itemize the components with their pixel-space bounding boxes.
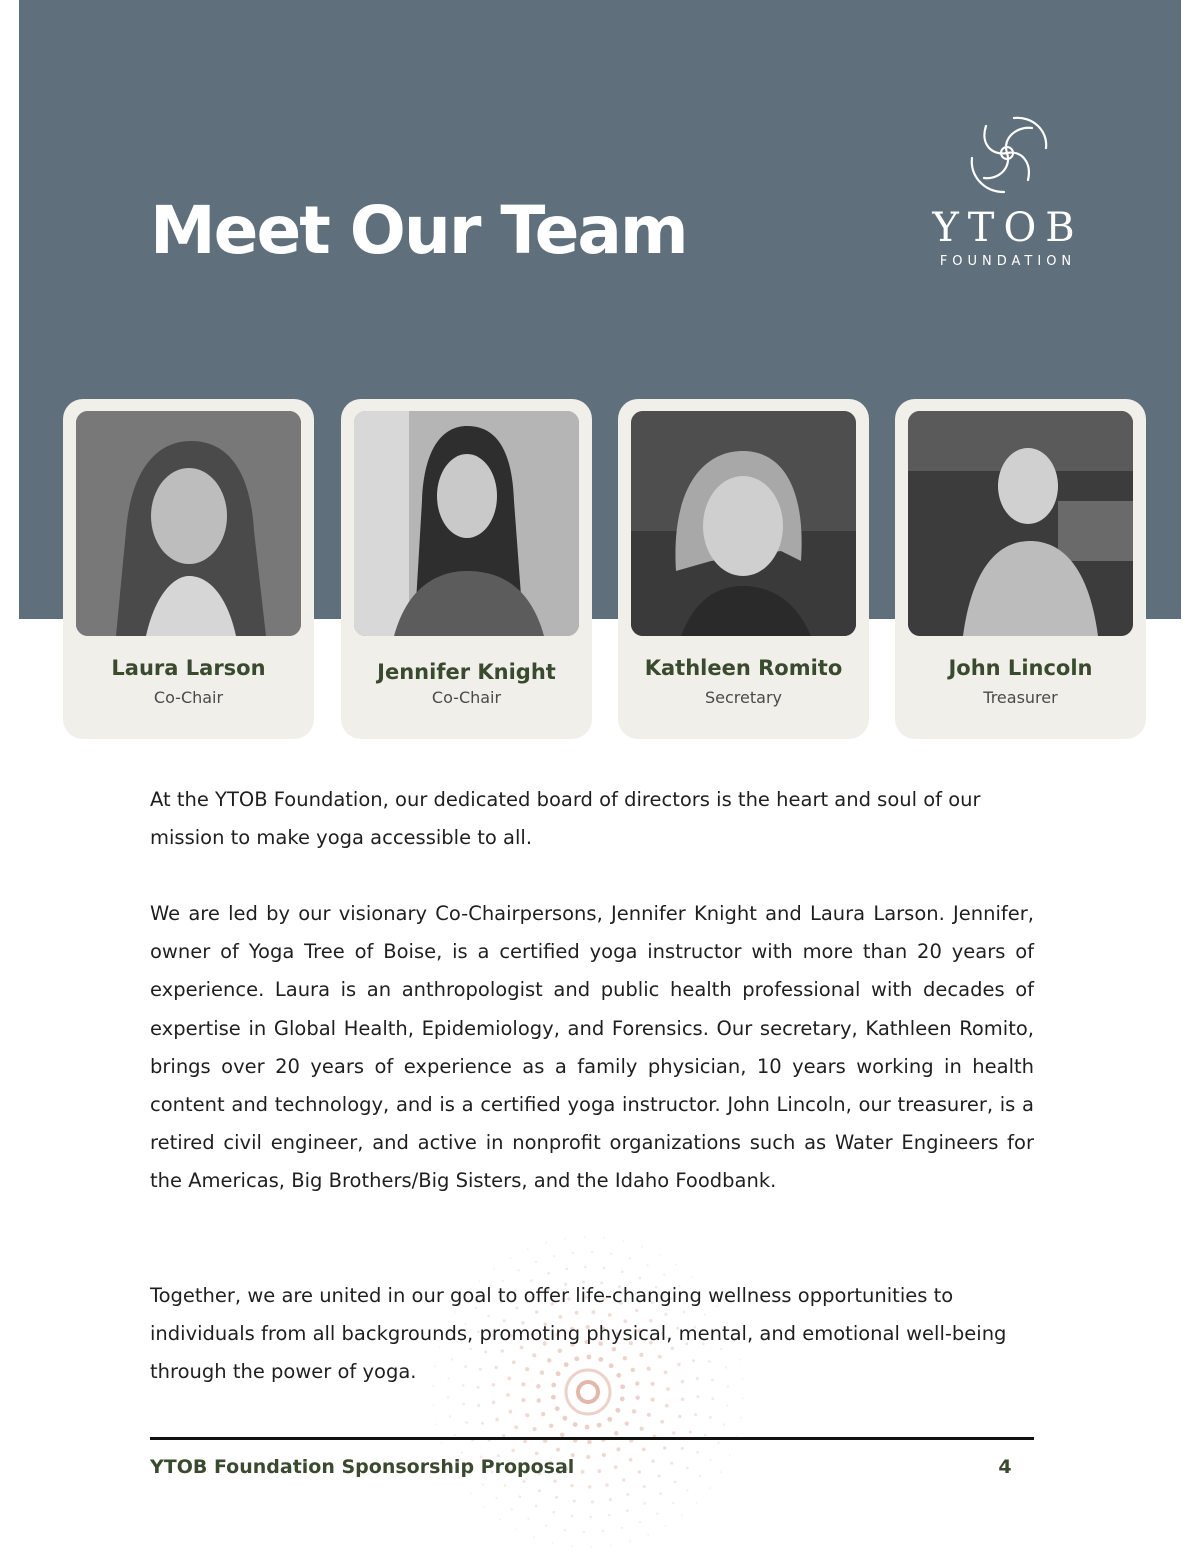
member-name: John Lincoln (948, 656, 1093, 680)
intro-paragraph: At the YTOB Foundation, our dedicated board of directors is the heart and soul of our mission to make yoga accessible to all. (150, 788, 981, 850)
portrait-photo (631, 411, 856, 636)
team-card-kathleen-romito (618, 399, 869, 739)
portrait-photo (76, 411, 301, 636)
team-bio-paragraph: We are led by our visionary Co-Chairpersons, Jennifer Knight and Laura Larson. Jennifer, owner of Yoga Tree of Boise, is a certified yoga instructor with more than 20 years of experience. Laura is an anthropologist and public health professional with decades of expertise in Global Health, Epidemiology, and Forensics. Our secretary, Kathleen Romito, brings over 20 years of experience as a family physician, 10 years working in health content and technology, and is a certified yoga instructor. John Lincoln, our treasurer, is a retired civil engineer, and active in nonprofit organizations such as Water Engineers for the Americas, Big Brothers/Big Sisters, and the Idaho Foodbank. (150, 902, 1034, 1193)
member-role: Co-Chair (431, 688, 502, 707)
portrait-photo (908, 411, 1133, 636)
footer-title: YTOB Foundation Sponsorship Proposal (150, 1456, 575, 1478)
swirl-logo-icon (962, 108, 1052, 198)
team-card-jennifer-knight (341, 399, 592, 739)
member-role: Co-Chair (153, 688, 224, 707)
team-card-laura-larson (63, 399, 314, 739)
team-card-john-lincoln (895, 399, 1146, 739)
logo-subtitle: FOUNDATION (939, 254, 1077, 269)
member-name: Laura Larson (111, 656, 266, 680)
logo-wordmark: YTOB (932, 205, 1084, 251)
footer-divider (150, 1437, 1034, 1440)
member-role: Treasurer (983, 688, 1058, 707)
member-role: Secretary (705, 688, 782, 707)
member-name: Jennifer Knight (377, 660, 556, 684)
member-name: Kathleen Romito (644, 656, 843, 680)
page-number: 4 (998, 1456, 1012, 1478)
closing-paragraph: Together, we are united in our goal to offer life-changing wellness opportunities to individuals from all backgrounds, promoting physical, mental, and emotional well-being through the power of yoga. (150, 1284, 1007, 1384)
page-title: Meet Our Team (150, 192, 687, 269)
ytob-logo (918, 108, 1098, 273)
portrait-photo (354, 411, 579, 636)
